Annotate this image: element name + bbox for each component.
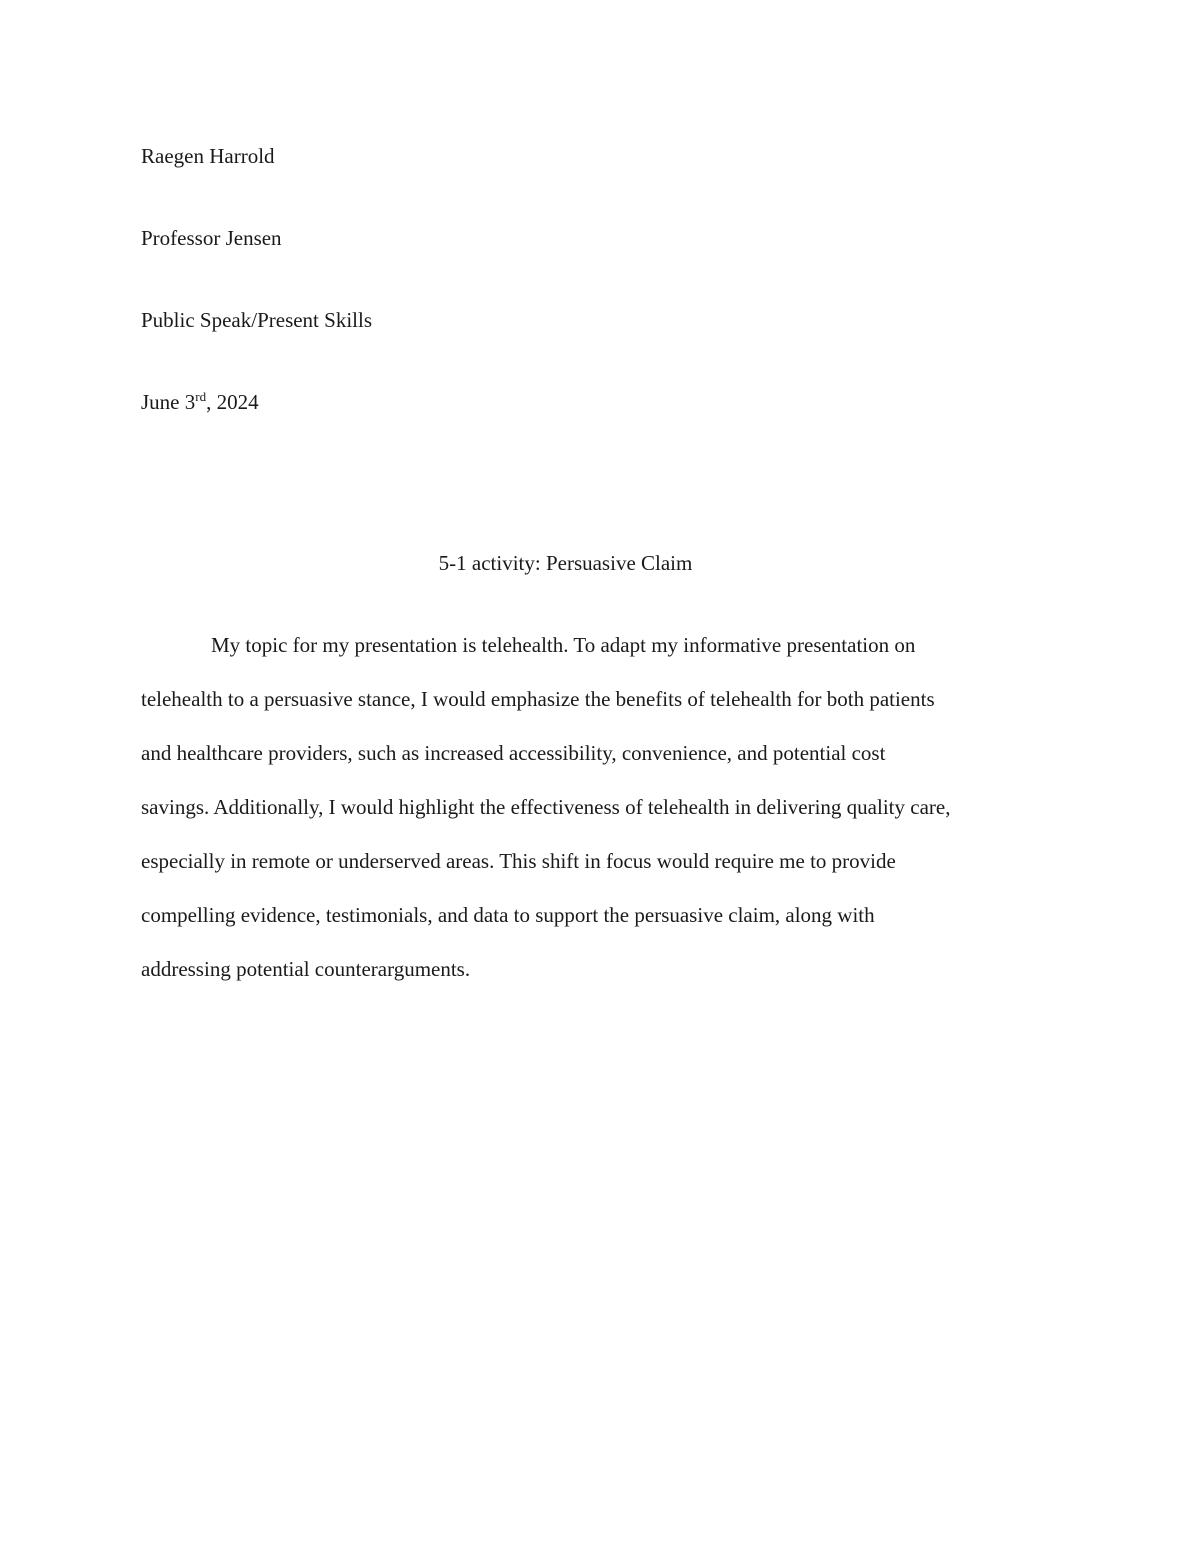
submission-date: [141, 390, 259, 414]
document-title: 5-1 activity: Persuasive Claim: [438, 551, 693, 575]
paragraph-line: compelling evidence, testimonials, and data to support the persuasive claim, along with: [141, 903, 875, 927]
course-name: Public Speak/Present Skills: [141, 308, 372, 332]
paragraph-line: My topic for my presentation is telehealth. To adapt my informative presentation on: [211, 633, 916, 657]
paragraph-line: and healthcare providers, such as increased accessibility, convenience, and potential cost: [141, 741, 886, 765]
date-suffix: , 2024: [206, 390, 259, 414]
paragraph-line: addressing potential counterarguments.: [141, 957, 471, 981]
student-name: Raegen Harrold: [141, 144, 275, 168]
professor-name: Professor Jensen: [141, 226, 282, 250]
paragraph-line: savings. Additionally, I would highlight the effectiveness of telehealth in delivering quality care,: [141, 795, 951, 819]
paragraph-line: especially in remote or underserved areas. This shift in focus would require me to provide: [141, 849, 896, 873]
paragraph-line: telehealth to a persuasive stance, I would emphasize the benefits of telehealth for both patients: [141, 687, 935, 711]
date-prefix: June 3: [141, 390, 196, 414]
date-superscript: rd: [195, 389, 207, 404]
